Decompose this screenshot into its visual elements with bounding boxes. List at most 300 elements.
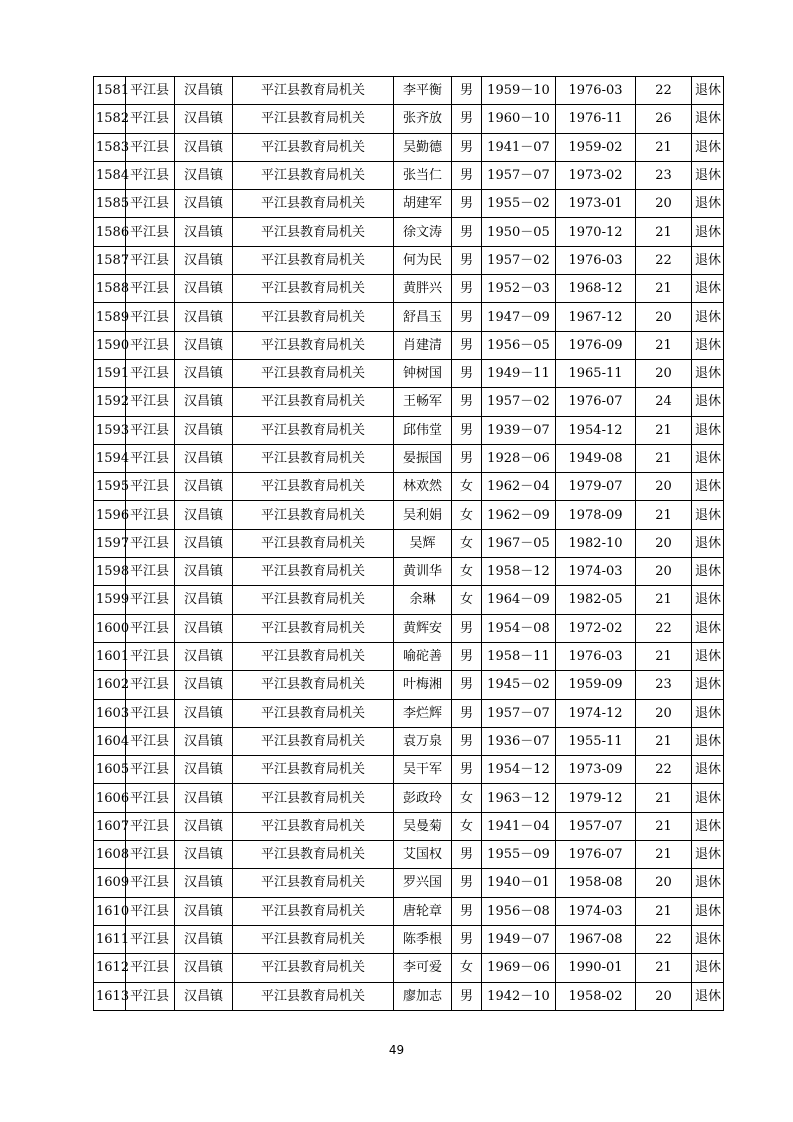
years-cell: 21 <box>636 275 692 303</box>
work-start-date-cell: 1968-12 <box>556 275 636 303</box>
table-row <box>94 925 724 953</box>
person-name-cell: 舒昌玉 <box>394 303 452 331</box>
person-name-cell: 彭政玲 <box>394 784 452 812</box>
birth-date-cell: 1957－07 <box>482 699 556 727</box>
person-name-cell: 袁万泉 <box>394 727 452 755</box>
person-name-cell: 何为民 <box>394 246 452 274</box>
gender-cell: 男 <box>452 388 482 416</box>
birth-date-cell: 1949－07 <box>482 925 556 953</box>
birth-date-cell: 1956－05 <box>482 331 556 359</box>
table-row <box>94 275 724 303</box>
town-cell: 汉昌镇 <box>175 501 233 529</box>
serial-number-cell: 1586 <box>94 218 126 246</box>
town-cell: 汉昌镇 <box>175 246 233 274</box>
serial-number-cell: 1609 <box>94 869 126 897</box>
gender-cell: 女 <box>452 473 482 501</box>
county-cell: 平江县 <box>126 105 175 133</box>
town-cell: 汉昌镇 <box>175 642 233 670</box>
gender-cell: 女 <box>452 558 482 586</box>
years-cell: 23 <box>636 671 692 699</box>
county-cell: 平江县 <box>126 359 175 387</box>
person-name-cell: 徐文涛 <box>394 218 452 246</box>
birth-date-cell: 1942－10 <box>482 982 556 1010</box>
work-start-date-cell: 1970-12 <box>556 218 636 246</box>
years-cell: 22 <box>636 246 692 274</box>
work-unit-cell: 平江县教育局机关 <box>233 869 394 897</box>
birth-date-cell: 1952－03 <box>482 275 556 303</box>
years-cell: 21 <box>636 727 692 755</box>
work-start-date-cell: 1959-09 <box>556 671 636 699</box>
table-row <box>94 331 724 359</box>
birth-date-cell: 1956－08 <box>482 897 556 925</box>
work-start-date-cell: 1982-10 <box>556 529 636 557</box>
county-cell: 平江县 <box>126 954 175 982</box>
status-cell: 退休 <box>692 529 724 557</box>
gender-cell: 女 <box>452 812 482 840</box>
serial-number-cell: 1608 <box>94 841 126 869</box>
serial-number-cell: 1587 <box>94 246 126 274</box>
table-row <box>94 812 724 840</box>
town-cell: 汉昌镇 <box>175 416 233 444</box>
serial-number-cell: 1598 <box>94 558 126 586</box>
gender-cell: 男 <box>452 642 482 670</box>
work-start-date-cell: 1976-03 <box>556 246 636 274</box>
work-unit-cell: 平江县教育局机关 <box>233 303 394 331</box>
work-start-date-cell: 1974-03 <box>556 897 636 925</box>
county-cell: 平江县 <box>126 614 175 642</box>
work-unit-cell: 平江县教育局机关 <box>233 529 394 557</box>
status-cell: 退休 <box>692 331 724 359</box>
serial-number-cell: 1581 <box>94 77 126 105</box>
birth-date-cell: 1955－02 <box>482 190 556 218</box>
status-cell: 退休 <box>692 642 724 670</box>
birth-date-cell: 1957－02 <box>482 388 556 416</box>
birth-date-cell: 1958－11 <box>482 642 556 670</box>
work-unit-cell: 平江县教育局机关 <box>233 925 394 953</box>
page-number: 49 <box>388 1043 405 1057</box>
table-row <box>94 642 724 670</box>
table-row <box>94 954 724 982</box>
serial-number-cell: 1613 <box>94 982 126 1010</box>
town-cell: 汉昌镇 <box>175 388 233 416</box>
gender-cell: 男 <box>452 614 482 642</box>
town-cell: 汉昌镇 <box>175 218 233 246</box>
birth-date-cell: 1941－07 <box>482 133 556 161</box>
town-cell: 汉昌镇 <box>175 925 233 953</box>
work-unit-cell: 平江县教育局机关 <box>233 614 394 642</box>
town-cell: 汉昌镇 <box>175 756 233 784</box>
table-row <box>94 784 724 812</box>
birth-date-cell: 1957－07 <box>482 161 556 189</box>
town-cell: 汉昌镇 <box>175 982 233 1010</box>
town-cell: 汉昌镇 <box>175 897 233 925</box>
serial-number-cell: 1604 <box>94 727 126 755</box>
work-unit-cell: 平江县教育局机关 <box>233 558 394 586</box>
work-unit-cell: 平江县教育局机关 <box>233 190 394 218</box>
serial-number-cell: 1595 <box>94 473 126 501</box>
status-cell: 退休 <box>692 558 724 586</box>
gender-cell: 男 <box>452 190 482 218</box>
work-unit-cell: 平江县教育局机关 <box>233 586 394 614</box>
serial-number-cell: 1603 <box>94 699 126 727</box>
gender-cell: 女 <box>452 954 482 982</box>
work-unit-cell: 平江县教育局机关 <box>233 416 394 444</box>
status-cell: 退休 <box>692 161 724 189</box>
person-name-cell: 唐轮章 <box>394 897 452 925</box>
birth-date-cell: 1964－09 <box>482 586 556 614</box>
years-cell: 20 <box>636 529 692 557</box>
work-start-date-cell: 1965-11 <box>556 359 636 387</box>
status-cell: 退休 <box>692 756 724 784</box>
county-cell: 平江县 <box>126 756 175 784</box>
work-unit-cell: 平江县教育局机关 <box>233 246 394 274</box>
county-cell: 平江县 <box>126 275 175 303</box>
work-start-date-cell: 1974-03 <box>556 558 636 586</box>
town-cell: 汉昌镇 <box>175 812 233 840</box>
table-row <box>94 756 724 784</box>
gender-cell: 男 <box>452 303 482 331</box>
years-cell: 22 <box>636 925 692 953</box>
person-name-cell: 吴辉 <box>394 529 452 557</box>
status-cell: 退休 <box>692 416 724 444</box>
county-cell: 平江县 <box>126 841 175 869</box>
gender-cell: 男 <box>452 671 482 699</box>
town-cell: 汉昌镇 <box>175 671 233 699</box>
status-cell: 退休 <box>692 444 724 472</box>
table-row <box>94 699 724 727</box>
county-cell: 平江县 <box>126 473 175 501</box>
town-cell: 汉昌镇 <box>175 727 233 755</box>
serial-number-cell: 1600 <box>94 614 126 642</box>
table-row <box>94 303 724 331</box>
town-cell: 汉昌镇 <box>175 133 233 161</box>
work-unit-cell: 平江县教育局机关 <box>233 784 394 812</box>
person-name-cell: 罗兴国 <box>394 869 452 897</box>
gender-cell: 男 <box>452 77 482 105</box>
person-name-cell: 黄胖兴 <box>394 275 452 303</box>
birth-date-cell: 1950－05 <box>482 218 556 246</box>
work-start-date-cell: 1976-07 <box>556 841 636 869</box>
roster-body <box>94 77 724 1011</box>
person-name-cell: 喻砣善 <box>394 642 452 670</box>
years-cell: 22 <box>636 756 692 784</box>
table-row <box>94 897 724 925</box>
person-name-cell: 钟树国 <box>394 359 452 387</box>
gender-cell: 男 <box>452 105 482 133</box>
birth-date-cell: 1947－09 <box>482 303 556 331</box>
person-name-cell: 余琳 <box>394 586 452 614</box>
status-cell: 退休 <box>692 982 724 1010</box>
work-unit-cell: 平江县教育局机关 <box>233 642 394 670</box>
gender-cell: 男 <box>452 925 482 953</box>
town-cell: 汉昌镇 <box>175 359 233 387</box>
birth-date-cell: 1936－07 <box>482 727 556 755</box>
town-cell: 汉昌镇 <box>175 77 233 105</box>
gender-cell: 男 <box>452 841 482 869</box>
county-cell: 平江县 <box>126 529 175 557</box>
status-cell: 退休 <box>692 303 724 331</box>
serial-number-cell: 1597 <box>94 529 126 557</box>
status-cell: 退休 <box>692 190 724 218</box>
birth-date-cell: 1962－09 <box>482 501 556 529</box>
table-row <box>94 161 724 189</box>
work-unit-cell: 平江县教育局机关 <box>233 473 394 501</box>
status-cell: 退休 <box>692 275 724 303</box>
work-start-date-cell: 1982-05 <box>556 586 636 614</box>
work-start-date-cell: 1955-11 <box>556 727 636 755</box>
birth-date-cell: 1959－10 <box>482 77 556 105</box>
gender-cell: 男 <box>452 869 482 897</box>
status-cell: 退休 <box>692 133 724 161</box>
table-row <box>94 473 724 501</box>
work-unit-cell: 平江县教育局机关 <box>233 897 394 925</box>
work-start-date-cell: 1958-08 <box>556 869 636 897</box>
gender-cell: 男 <box>452 331 482 359</box>
work-start-date-cell: 1976-09 <box>556 331 636 359</box>
work-unit-cell: 平江县教育局机关 <box>233 331 394 359</box>
work-start-date-cell: 1954-12 <box>556 416 636 444</box>
years-cell: 24 <box>636 388 692 416</box>
table-row <box>94 841 724 869</box>
status-cell: 退休 <box>692 218 724 246</box>
person-name-cell: 林欢然 <box>394 473 452 501</box>
status-cell: 退休 <box>692 671 724 699</box>
status-cell: 退休 <box>692 841 724 869</box>
person-name-cell: 黄辉安 <box>394 614 452 642</box>
person-name-cell: 张齐放 <box>394 105 452 133</box>
serial-number-cell: 1594 <box>94 444 126 472</box>
town-cell: 汉昌镇 <box>175 784 233 812</box>
status-cell: 退休 <box>692 614 724 642</box>
county-cell: 平江县 <box>126 331 175 359</box>
serial-number-cell: 1585 <box>94 190 126 218</box>
status-cell: 退休 <box>692 954 724 982</box>
work-unit-cell: 平江县教育局机关 <box>233 275 394 303</box>
gender-cell: 男 <box>452 444 482 472</box>
work-unit-cell: 平江县教育局机关 <box>233 501 394 529</box>
work-unit-cell: 平江县教育局机关 <box>233 812 394 840</box>
table-row <box>94 218 724 246</box>
years-cell: 21 <box>636 444 692 472</box>
table-row <box>94 416 724 444</box>
years-cell: 21 <box>636 897 692 925</box>
years-cell: 21 <box>636 586 692 614</box>
town-cell: 汉昌镇 <box>175 841 233 869</box>
birth-date-cell: 1954－08 <box>482 614 556 642</box>
work-start-date-cell: 1978-09 <box>556 501 636 529</box>
county-cell: 平江县 <box>126 133 175 161</box>
status-cell: 退休 <box>692 925 724 953</box>
work-start-date-cell: 1973-02 <box>556 161 636 189</box>
serial-number-cell: 1611 <box>94 925 126 953</box>
work-unit-cell: 平江县教育局机关 <box>233 982 394 1010</box>
status-cell: 退休 <box>692 473 724 501</box>
status-cell: 退休 <box>692 812 724 840</box>
years-cell: 21 <box>636 416 692 444</box>
county-cell: 平江县 <box>126 558 175 586</box>
town-cell: 汉昌镇 <box>175 529 233 557</box>
town-cell: 汉昌镇 <box>175 331 233 359</box>
work-unit-cell: 平江县教育局机关 <box>233 727 394 755</box>
work-start-date-cell: 1976-03 <box>556 77 636 105</box>
town-cell: 汉昌镇 <box>175 161 233 189</box>
work-start-date-cell: 1974-12 <box>556 699 636 727</box>
work-start-date-cell: 1979-12 <box>556 784 636 812</box>
status-cell: 退休 <box>692 77 724 105</box>
work-start-date-cell: 1949-08 <box>556 444 636 472</box>
town-cell: 汉昌镇 <box>175 105 233 133</box>
county-cell: 平江县 <box>126 218 175 246</box>
years-cell: 20 <box>636 359 692 387</box>
work-unit-cell: 平江县教育局机关 <box>233 444 394 472</box>
work-unit-cell: 平江县教育局机关 <box>233 388 394 416</box>
years-cell: 20 <box>636 303 692 331</box>
work-start-date-cell: 1967-08 <box>556 925 636 953</box>
town-cell: 汉昌镇 <box>175 954 233 982</box>
town-cell: 汉昌镇 <box>175 586 233 614</box>
county-cell: 平江县 <box>126 925 175 953</box>
person-name-cell: 李平衡 <box>394 77 452 105</box>
county-cell: 平江县 <box>126 869 175 897</box>
serial-number-cell: 1582 <box>94 105 126 133</box>
county-cell: 平江县 <box>126 303 175 331</box>
person-name-cell: 李可爱 <box>394 954 452 982</box>
county-cell: 平江县 <box>126 246 175 274</box>
work-start-date-cell: 1967-12 <box>556 303 636 331</box>
years-cell: 20 <box>636 982 692 1010</box>
birth-date-cell: 1954－12 <box>482 756 556 784</box>
county-cell: 平江县 <box>126 812 175 840</box>
work-start-date-cell: 1976-11 <box>556 105 636 133</box>
town-cell: 汉昌镇 <box>175 190 233 218</box>
serial-number-cell: 1606 <box>94 784 126 812</box>
years-cell: 20 <box>636 699 692 727</box>
status-cell: 退休 <box>692 105 724 133</box>
county-cell: 平江县 <box>126 501 175 529</box>
serial-number-cell: 1591 <box>94 359 126 387</box>
county-cell: 平江县 <box>126 586 175 614</box>
town-cell: 汉昌镇 <box>175 558 233 586</box>
years-cell: 21 <box>636 133 692 161</box>
work-unit-cell: 平江县教育局机关 <box>233 77 394 105</box>
serial-number-cell: 1589 <box>94 303 126 331</box>
gender-cell: 男 <box>452 699 482 727</box>
years-cell: 21 <box>636 501 692 529</box>
person-name-cell: 吴曼菊 <box>394 812 452 840</box>
years-cell: 21 <box>636 784 692 812</box>
work-unit-cell: 平江县教育局机关 <box>233 756 394 784</box>
years-cell: 20 <box>636 869 692 897</box>
birth-date-cell: 1967－05 <box>482 529 556 557</box>
years-cell: 21 <box>636 642 692 670</box>
gender-cell: 男 <box>452 416 482 444</box>
years-cell: 22 <box>636 77 692 105</box>
table-row <box>94 246 724 274</box>
years-cell: 22 <box>636 614 692 642</box>
person-name-cell: 廖加志 <box>394 982 452 1010</box>
birth-date-cell: 1958－12 <box>482 558 556 586</box>
gender-cell: 男 <box>452 133 482 161</box>
serial-number-cell: 1596 <box>94 501 126 529</box>
town-cell: 汉昌镇 <box>175 444 233 472</box>
serial-number-cell: 1584 <box>94 161 126 189</box>
county-cell: 平江县 <box>126 388 175 416</box>
gender-cell: 女 <box>452 586 482 614</box>
person-name-cell: 黄训华 <box>394 558 452 586</box>
years-cell: 26 <box>636 105 692 133</box>
work-start-date-cell: 1958-02 <box>556 982 636 1010</box>
years-cell: 21 <box>636 218 692 246</box>
years-cell: 20 <box>636 558 692 586</box>
work-unit-cell: 平江县教育局机关 <box>233 671 394 699</box>
county-cell: 平江县 <box>126 190 175 218</box>
town-cell: 汉昌镇 <box>175 303 233 331</box>
county-cell: 平江县 <box>126 671 175 699</box>
table-row <box>94 529 724 557</box>
years-cell: 23 <box>636 161 692 189</box>
county-cell: 平江县 <box>126 77 175 105</box>
years-cell: 21 <box>636 954 692 982</box>
table-row <box>94 671 724 699</box>
status-cell: 退休 <box>692 359 724 387</box>
person-name-cell: 晏振国 <box>394 444 452 472</box>
person-name-cell: 邱伟堂 <box>394 416 452 444</box>
person-name-cell: 陈季根 <box>394 925 452 953</box>
gender-cell: 男 <box>452 359 482 387</box>
birth-date-cell: 1939－07 <box>482 416 556 444</box>
person-name-cell: 叶梅湘 <box>394 671 452 699</box>
county-cell: 平江县 <box>126 784 175 812</box>
table-row <box>94 105 724 133</box>
work-unit-cell: 平江县教育局机关 <box>233 359 394 387</box>
birth-date-cell: 1940－01 <box>482 869 556 897</box>
town-cell: 汉昌镇 <box>175 869 233 897</box>
table-row <box>94 869 724 897</box>
work-start-date-cell: 1959-02 <box>556 133 636 161</box>
status-cell: 退休 <box>692 897 724 925</box>
work-start-date-cell: 1990-01 <box>556 954 636 982</box>
table-row <box>94 190 724 218</box>
table-row <box>94 727 724 755</box>
birth-date-cell: 1955－09 <box>482 841 556 869</box>
serial-number-cell: 1605 <box>94 756 126 784</box>
serial-number-cell: 1592 <box>94 388 126 416</box>
serial-number-cell: 1588 <box>94 275 126 303</box>
years-cell: 20 <box>636 190 692 218</box>
table-row <box>94 558 724 586</box>
work-unit-cell: 平江县教育局机关 <box>233 699 394 727</box>
status-cell: 退休 <box>692 246 724 274</box>
status-cell: 退休 <box>692 699 724 727</box>
county-cell: 平江县 <box>126 416 175 444</box>
gender-cell: 男 <box>452 756 482 784</box>
serial-number-cell: 1593 <box>94 416 126 444</box>
gender-cell: 男 <box>452 897 482 925</box>
work-unit-cell: 平江县教育局机关 <box>233 133 394 161</box>
work-unit-cell: 平江县教育局机关 <box>233 105 394 133</box>
serial-number-cell: 1590 <box>94 331 126 359</box>
town-cell: 汉昌镇 <box>175 699 233 727</box>
table-row <box>94 614 724 642</box>
birth-date-cell: 1945－02 <box>482 671 556 699</box>
person-name-cell: 吴勤德 <box>394 133 452 161</box>
birth-date-cell: 1941－04 <box>482 812 556 840</box>
birth-date-cell: 1960－10 <box>482 105 556 133</box>
county-cell: 平江县 <box>126 444 175 472</box>
birth-date-cell: 1962－04 <box>482 473 556 501</box>
county-cell: 平江县 <box>126 699 175 727</box>
serial-number-cell: 1601 <box>94 642 126 670</box>
